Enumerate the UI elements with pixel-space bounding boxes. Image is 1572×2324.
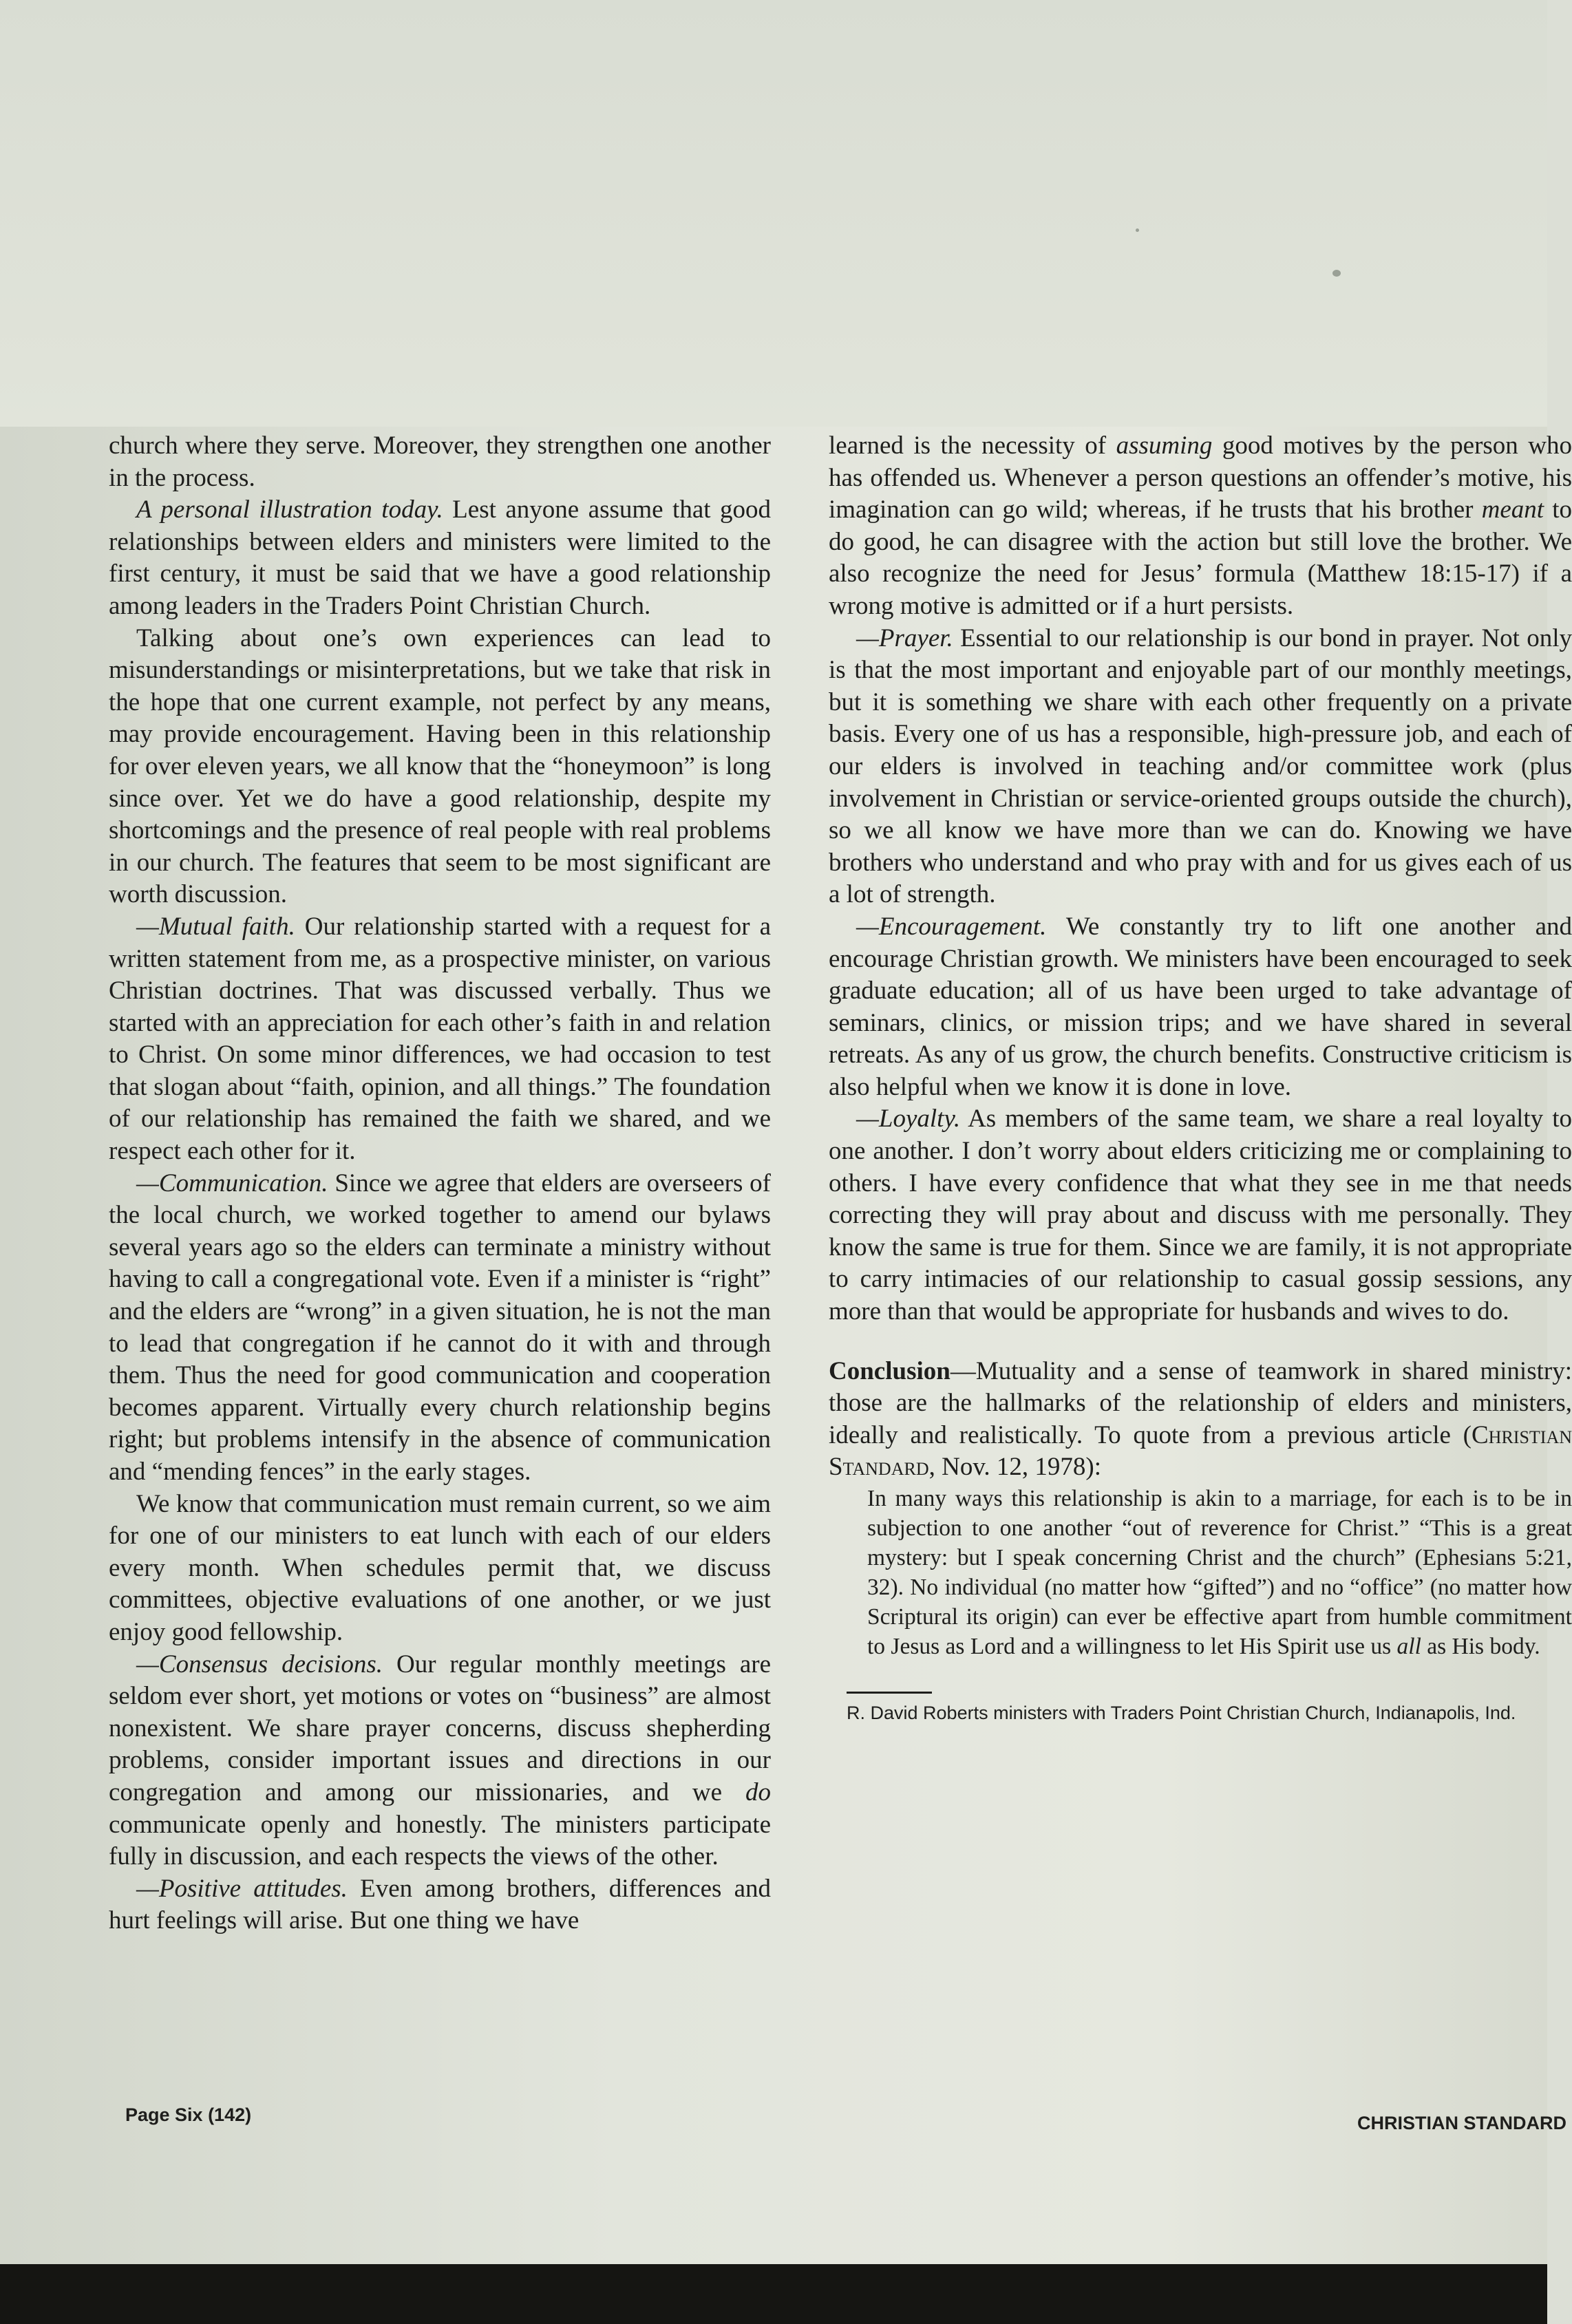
paragraph-consensus-decisions: —Consensus decisions. Our regular monthly meetings are seldom ever short, yet motions or votes on “business” are almost nonexistent. We share prayer concerns, discuss shepherding problems, consider important issues and directions in our congregation and among our missionaries, and we do communicate openly and honestly. The ministers participate fully in discussion, and each respects the views of the other. — [109, 1650, 771, 1871]
paper-speck — [1136, 228, 1139, 232]
section-lead: —Loyalty. — [856, 1105, 961, 1133]
paragraph-continued: learned is the necessity of assuming good motives by the person who has offended us. Whenever a person questions an offender’s motive, his imagination can go wild; whereas, if he trusts that his brother meant to do good, he can disagree with the action but still love the brother. We also recognize the need for Jesus’ formula (Matthew 18:15-17) if a wrong motive is admitted or if a hurt persists. — [829, 431, 1572, 620]
page-top-margin — [0, 0, 1547, 427]
paper-speck — [1332, 270, 1341, 277]
conclusion-heading: Conclusion — [829, 1356, 950, 1385]
paragraph-communication: —Communication. Since we agree that elders are overseers of the local church, we worked together to amend our bylaws several years ago so the elders can terminate a ministry without having to call a congregational vote. Even if a minister is “right” and the elders are “wrong” in a given situation, he is not the man to lead that congregation if he cannot do it with and through them. Thus the need for good communication and cooperation becomes apparent. Virtually every church relationship begins right; but problems intensify in the absence of communication and “mending fences” in the early stages. — [109, 1169, 771, 1486]
section-lead: —Positive attitudes. — [136, 1874, 348, 1903]
section-lead: —Mutual faith. — [136, 912, 295, 941]
paragraph-loyalty: —Loyalty. As members of the same team, we share a real loyalty to one another. I don’t worry about elders criticizing me or complaining to others. I have every confidence that what they see in me that needs correcting they will pray about and discuss with me personally. They know the same is true for them. Since we are family, it is not appropriate to carry intimacies of our relationship to casual gossip sessions, any more than that would be appropriate for husbands and wives to do. — [829, 1105, 1572, 1326]
scan-edge — [0, 2264, 1547, 2324]
section-lead: —Encouragement. — [856, 912, 1047, 941]
paragraph: Talking about one’s own experiences can lead to misunderstandings or misinterpretations, but we take that risk in the hope that one current example, not perfect by any means, may provide encouragement. Having been in this relationship for over eleven years, we all know that the “honeymoon” is long since over. Yet we do have a good relationship, despite my shortcomings and the presence of real people with real problems in our church. The features that seem to be most significant are worth discussion. — [109, 623, 771, 909]
author-footnote: R. David Roberts ministers with Traders Point Christian Church, Indianapolis, Ind. — [847, 1703, 1516, 1723]
section-lead: —Prayer. — [856, 623, 953, 652]
right-column — [829, 430, 1572, 1724]
paragraph-continued: church where they serve. Moreover, they strengthen one another in the process. — [109, 431, 771, 492]
paragraph-positive-attitudes: —Positive attitudes. Even among brothers, differences and hurt feelings will arise. But one thing we have — [109, 1874, 771, 1935]
section-lead: A personal illustration today. — [136, 495, 443, 524]
footnote-rule — [847, 1692, 932, 1694]
paragraph: We know that communication must remain current, so we aim for one of our ministers to eat lunch with each of our elders every month. When schedules permit that, we discuss committees, objective evaluations of one another, or we just enjoy good fellowship. — [109, 1489, 771, 1646]
paragraph-conclusion: Conclusion—Mutuality and a sense of teamwork in shared ministry: those are the hallmarks of the relationship of elders and ministers, ideally and realistically. To quote from a previous article (Christian Standard, Nov. 12, 1978): — [829, 1356, 1572, 1482]
page-number: Page Six (142) — [125, 2104, 252, 2125]
block-quote: In many ways this relationship is akin to a marriage, for each is to be in subjection to one another “out of reverence for Christ.” “This is a great mystery: but I speak concerning Christ and the church” (Ephesians 5:21, 32). No individual (no matter how “gifted”) and no “office” (no matter how Scriptural its origin) can ever be effective apart from humble commitment to Jesus as Lord and a willingness to let His Spirit use us all as His body. — [867, 1486, 1572, 1659]
running-footer: CHRISTIAN STANDARD — [1357, 2113, 1566, 2133]
paragraph-mutual-faith: —Mutual faith. Our relationship started with a request for a written statement from me, as a prospective minister, on various Christian doctrines. That was discussed verbally. Thus we started with an appreciation for each other’s faith in and relation to Christ. On some minor differences, we had occasion to test that slogan about “faith, opinion, and all things.” The foundation of our relationship has remained the faith we shared, and we respect each other for it. — [109, 912, 772, 1166]
left-column — [109, 430, 771, 1937]
section-lead: —Communication. — [136, 1169, 328, 1197]
paragraph-prayer: —Prayer. Essential to our relationship is our bond in prayer. Not only is that the most important and enjoyable part of our monthly meetings, but it is something we share with each other frequently on a private basis. Every one of us has a responsible, high-pressure job, and each of our elders is involved in teaching and/or committee work (plus involvement in Christian or service-oriented groups outside the church), so we all know we have more than we can do. Knowing we have brothers who understand and who pray with and for us gives each of us a lot of strength. — [829, 623, 1572, 909]
paragraph-encouragement: —Encouragement. We constantly try to lift one another and encourage Christian growth. We ministers have been encouraged to seek graduate education; all of us have been urged to take advantage of seminars, clinics, or mission trips; and we have shared in several retreats. As any of us grow, the church benefits. Constructive criticism is also helpful when we know it is done in love. — [829, 912, 1572, 1101]
section-lead: —Consensus decisions. — [136, 1650, 383, 1678]
paragraph-personal-illustration: A personal illustration today. Lest anyone assume that good relationships between elders and ministers were limited to the first century, it must be said that we have a good relationship among leaders in the Traders Point Christian Church. — [109, 495, 771, 620]
